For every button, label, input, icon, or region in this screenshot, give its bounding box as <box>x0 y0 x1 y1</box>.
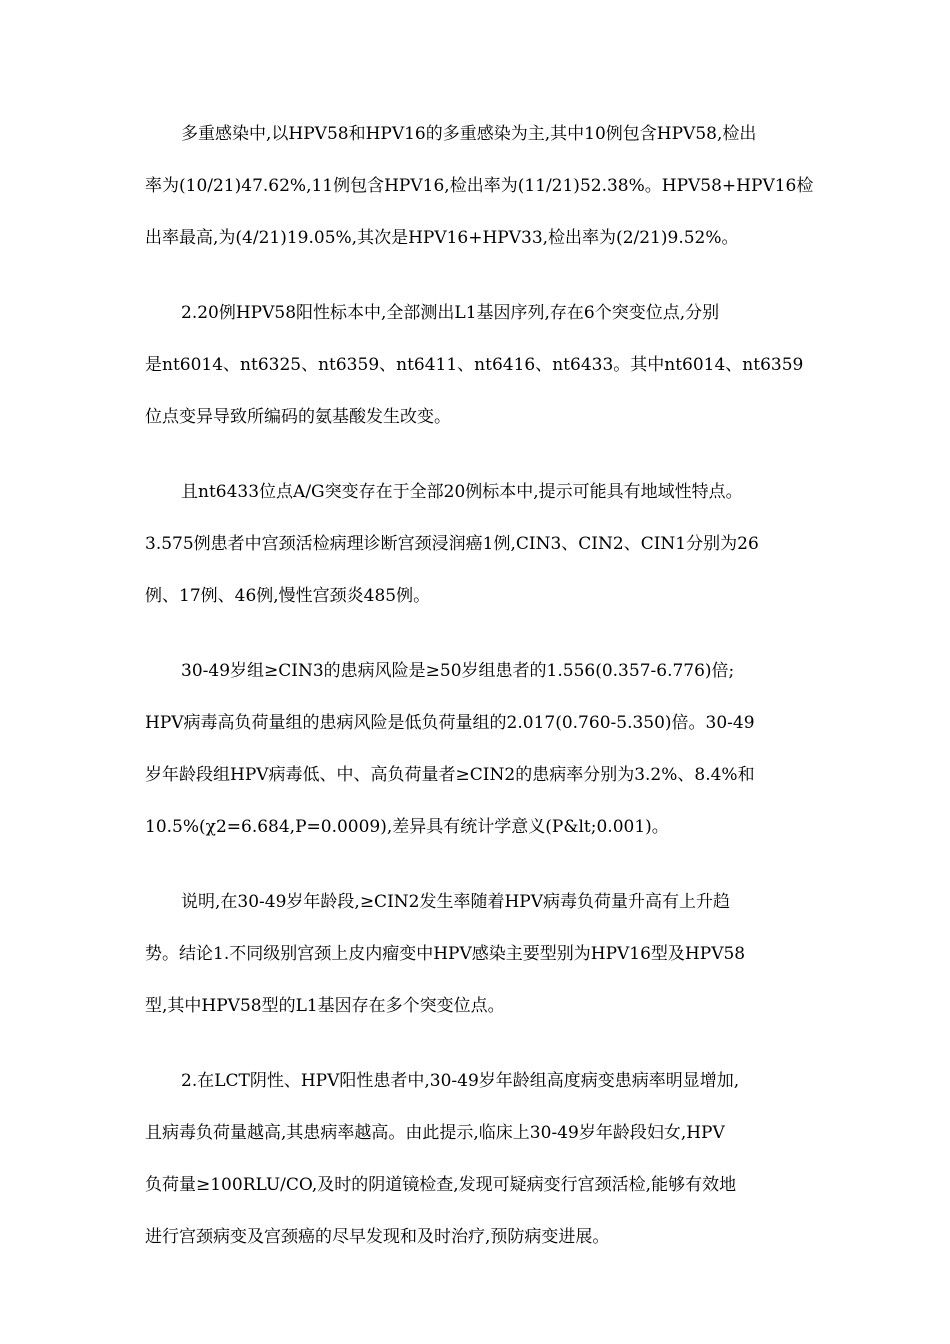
text-line: 负荷量≥100RLU/CO,及时的阴道镜检查,发现可疑病变行宫颈活检,能够有效地 <box>145 1175 737 1195</box>
text-line: HPV病毒高负荷量组的患病风险是低负荷量组的2.017(0.760-5.350)倍。30-49 <box>145 713 755 733</box>
paragraph-conclusion-1 <box>145 876 810 1032</box>
text-line: 且nt6433位点A/G突变存在于全部20例标本中,提示可能具有地域性特点。 <box>181 482 743 502</box>
text-line: 出率最高,为(4/21)19.05%,其次是HPV16+HPV33,检出率为(2/21)9.52%。 <box>145 228 739 248</box>
text-line: 且病毒负荷量越高,其患病率越高。由此提示,临床上30-49岁年龄段妇女,HPV <box>145 1123 725 1143</box>
text-line: 2.20例HPV58阳性标本中,全部测出L1基因序列,存在6个突变位点,分别 <box>181 303 720 323</box>
text-line: 型,其中HPV58型的L1基因存在多个突变位点。 <box>145 996 505 1016</box>
text-line: 是nt6014、nt6325、nt6359、nt6411、nt6416、nt6433。其中nt6014、nt6359 <box>145 355 804 375</box>
text-line: 多重感染中,以HPV58和HPV16的多重感染为主,其中10例包含HPV58,检出 <box>181 124 757 144</box>
text-line: 例、17例、46例,慢性宫颈炎485例。 <box>145 586 431 606</box>
text-line: 30-49岁组≥CIN3的患病风险是≥50岁组患者的1.556(0.357-6.776)倍; <box>181 661 735 681</box>
text-line: 说明,在30-49岁年龄段,≥CIN2发生率随着HPV病毒负荷量升高有上升趋 <box>181 892 731 912</box>
text-line: 位点变异导致所编码的氨基酸发生改变。 <box>145 407 451 427</box>
paragraph-multiple-infection <box>145 108 814 264</box>
paragraph-conclusion-2 <box>145 1055 810 1263</box>
text-line: 2.在LCT阴性、HPV阳性患者中,30-49岁年龄组高度病变患病率明显增加, <box>181 1071 740 1091</box>
document-body <box>145 108 814 1286</box>
text-line: 进行宫颈病变及宫颈癌的尽早发现和及时治疗,预防病变进展。 <box>145 1227 610 1247</box>
text-line: 岁年龄段组HPV病毒低、中、高负荷量者≥CIN2的患病率分别为3.2%、8.4%和 <box>145 765 755 785</box>
paragraph-risk-analysis <box>145 645 810 853</box>
text-line: 10.5%(χ2=6.684,P=0.0009),差异具有统计学意义(P&lt;0.001)。 <box>145 817 669 837</box>
paragraph-l1-mutation-sites <box>145 287 810 443</box>
text-line: 3.575例患者中宫颈活检病理诊断宫颈浸润癌1例,CIN3、CIN2、CIN1分别为26 <box>145 534 759 554</box>
paragraph-pathology-results <box>145 466 810 622</box>
text-line: 势。结论1.不同级别宫颈上皮内瘤变中HPV感染主要型别为HPV16型及HPV58 <box>145 944 746 964</box>
text-line: 率为(10/21)47.62%,11例包含HPV16,检出率为(11/21)52.38%。HPV58+HPV16检 <box>145 176 814 196</box>
